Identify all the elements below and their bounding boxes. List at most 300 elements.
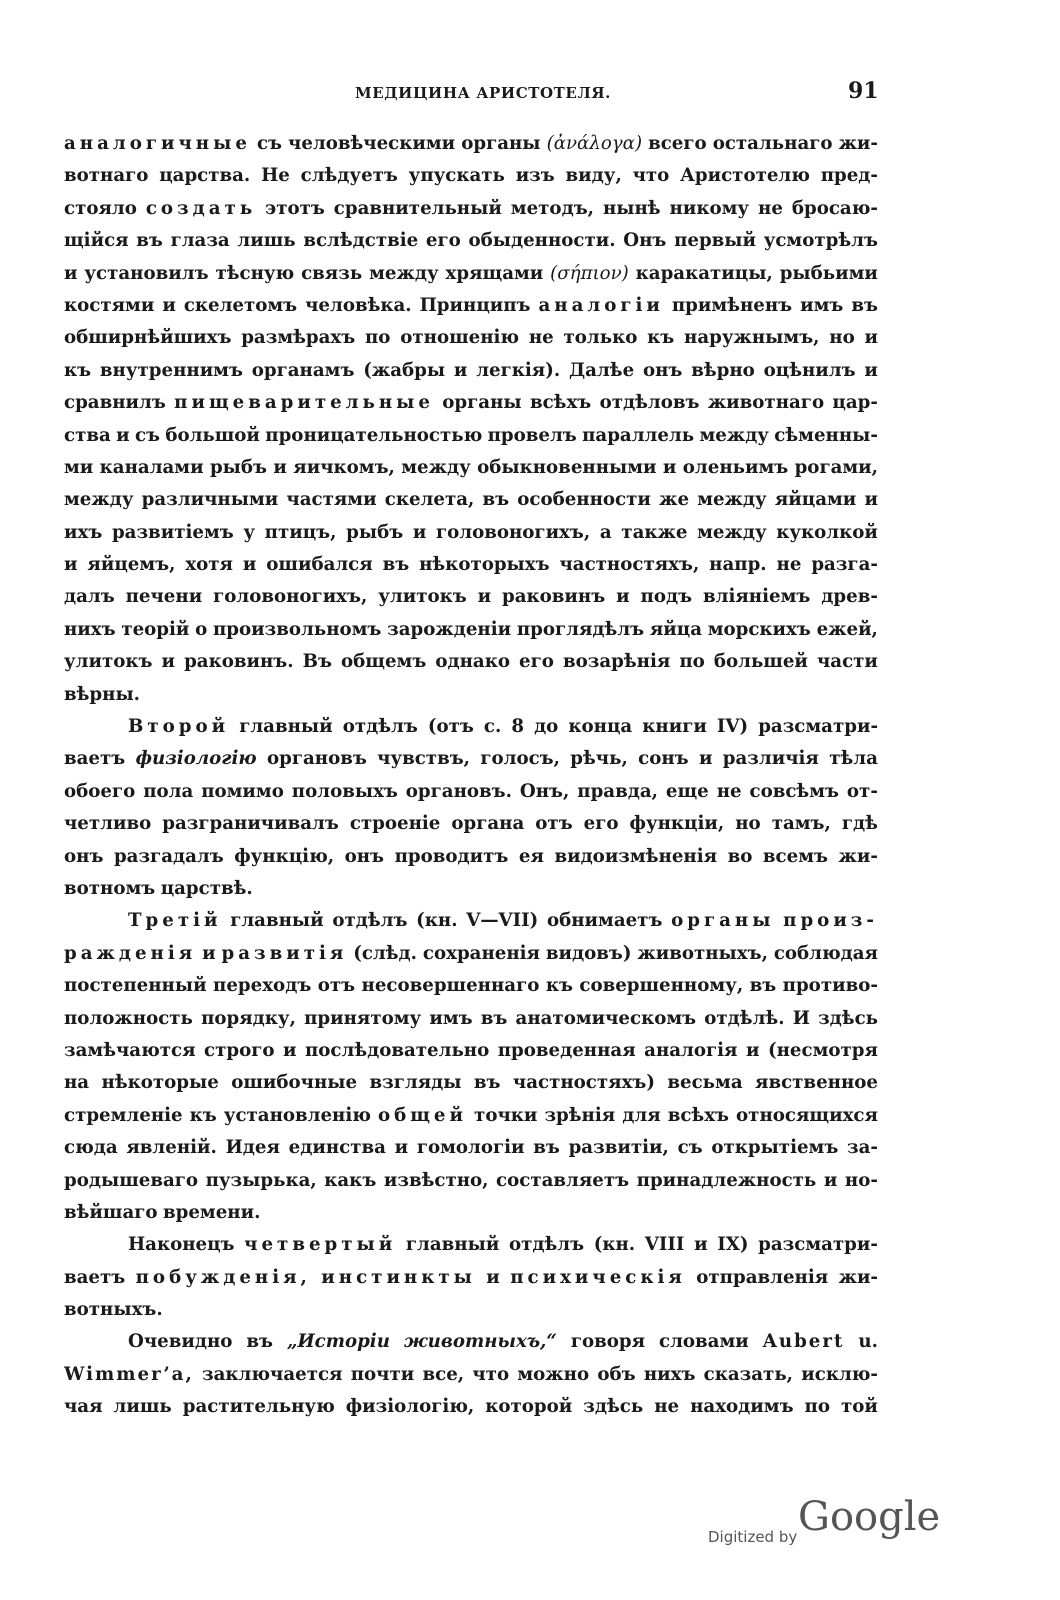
word: пузырька,: [205, 1169, 317, 1191]
word: сказать,: [703, 1363, 794, 1385]
word: этотъ: [265, 197, 325, 219]
text-line: [64, 1003, 878, 1035]
text-line: [64, 1100, 878, 1132]
word: между: [401, 456, 471, 478]
word: но: [735, 813, 761, 835]
word: большей: [713, 651, 808, 673]
word: размѣрахъ: [241, 327, 356, 349]
word: Aubert: [762, 1331, 845, 1353]
word: органа: [451, 813, 525, 835]
text-line: [64, 484, 878, 516]
word: сонъ: [638, 748, 689, 770]
word: противо-: [782, 975, 878, 997]
word: здѣсь: [818, 1007, 878, 1029]
word: сюда: [64, 1137, 118, 1159]
word: раковинъ: [502, 586, 606, 608]
word: Аристотелю: [680, 165, 810, 187]
word: всѣхъ: [529, 392, 592, 414]
word: раковинъ.: [184, 651, 294, 673]
word: отдѣлѣ.: [704, 1007, 785, 1029]
word: человѣка.: [305, 294, 412, 316]
text-line: [64, 225, 878, 257]
word: пред-: [820, 165, 878, 187]
word: относящихся: [736, 1104, 878, 1126]
text-line: [64, 970, 878, 1002]
word: Принципъ: [419, 294, 531, 316]
word: костями: [64, 294, 155, 316]
word: (кн.: [416, 910, 458, 932]
word: вѣрно: [691, 359, 755, 381]
text-line: [64, 743, 878, 775]
word: онъ: [344, 845, 385, 867]
word: частностяхъ,: [559, 554, 700, 576]
word: человѣческими: [288, 133, 456, 154]
word: органовъ.: [405, 780, 512, 802]
word: оцѣнилъ: [763, 359, 856, 381]
word: (слѣд.: [353, 942, 417, 964]
word: функцію,: [234, 845, 335, 867]
word: въ: [749, 975, 777, 997]
word: гомологіи: [416, 1137, 525, 1159]
word: разга-: [811, 554, 878, 576]
word: но-: [844, 1169, 878, 1191]
text-line: [64, 614, 878, 646]
word: усмотрѣлъ: [763, 230, 878, 252]
word: онъ: [642, 359, 683, 381]
word: установленію: [223, 1104, 371, 1126]
word: здѣсь: [583, 1396, 644, 1418]
word: (σήπιον): [550, 262, 629, 284]
word: Идея: [225, 1137, 280, 1159]
word: (несмотря: [768, 1039, 878, 1061]
word: открытіемъ: [711, 1137, 839, 1159]
word: для: [622, 1104, 661, 1126]
word: всѣхъ: [667, 1104, 729, 1126]
text-line: [64, 776, 878, 808]
word: его: [583, 813, 619, 835]
word: сравнилъ: [64, 392, 166, 414]
word: зрѣнія: [544, 1104, 616, 1126]
text-line: [64, 1067, 878, 1099]
word: провелъ: [487, 424, 577, 446]
word: между: [697, 521, 767, 543]
word: проницательностью: [265, 424, 483, 446]
word: Второй: [128, 716, 230, 738]
word: и: [242, 554, 257, 576]
word: возарѣнія: [562, 651, 671, 673]
word: (жабры: [363, 359, 446, 381]
word: вліяніемъ: [703, 586, 811, 608]
word: хрящами: [445, 262, 544, 284]
text-line: [64, 452, 878, 484]
word: бросаю-: [791, 197, 878, 219]
word: между: [699, 424, 769, 446]
word: и: [162, 294, 176, 316]
word: улитокъ: [64, 651, 153, 673]
text-line: [64, 1132, 878, 1164]
word: въ: [482, 489, 510, 511]
text-line: [64, 1262, 878, 1294]
word: органамъ: [251, 359, 355, 381]
word: главный: [230, 910, 324, 932]
word: упускать: [408, 165, 505, 187]
word: лишь: [113, 1396, 172, 1418]
word: и: [394, 1137, 409, 1159]
word: отъ: [535, 813, 573, 835]
word: IV): [716, 716, 749, 738]
word: за-: [847, 1137, 878, 1159]
word: общей: [377, 1104, 467, 1126]
word: несовершеннаго: [361, 975, 540, 997]
word: первый: [674, 230, 757, 252]
text-line: [64, 549, 878, 581]
word: отдѣлъ: [342, 716, 418, 738]
word: имъ: [429, 1007, 473, 1029]
word: напр.: [709, 554, 767, 576]
text-line: [64, 420, 878, 452]
word: анатомическомъ: [515, 1007, 697, 1029]
word: и: [616, 586, 630, 608]
word: функціи,: [629, 813, 725, 835]
word: скелета,: [384, 489, 475, 511]
word: тѣла: [829, 748, 878, 770]
word: во: [727, 845, 753, 867]
word: къ: [189, 1104, 217, 1126]
word: жи-: [838, 1266, 878, 1288]
word: правда,: [577, 780, 658, 802]
word: которой: [485, 1396, 573, 1418]
word: примѣненъ: [671, 294, 793, 316]
word: рыбьими: [779, 262, 878, 284]
word: Третій: [128, 910, 222, 932]
word: по: [804, 1396, 830, 1418]
word: и: [864, 359, 878, 381]
word: теорій: [121, 618, 190, 640]
text-line: [64, 290, 878, 322]
word: какъ: [324, 1169, 377, 1191]
word: положность: [64, 1007, 193, 1029]
word: методъ,: [510, 197, 594, 219]
word: животныхъ,: [637, 942, 768, 964]
word: конца: [568, 716, 633, 738]
word: видовъ): [545, 942, 632, 964]
word: соблюдая: [773, 942, 878, 964]
word: Очевидно: [128, 1331, 233, 1353]
word: между: [697, 489, 767, 511]
word: не: [528, 327, 554, 349]
word: лишь: [237, 230, 296, 252]
word: органовъ: [266, 748, 367, 770]
word: жи-: [838, 845, 878, 867]
word: отдѣловъ: [599, 392, 700, 414]
text-line: [64, 581, 878, 613]
word: также: [621, 521, 688, 543]
word: Не: [261, 165, 290, 187]
text-line: [64, 322, 878, 354]
text-line: [64, 938, 878, 970]
text-line: [64, 905, 878, 937]
word: отдѣлъ: [332, 910, 408, 932]
word: Онъ: [623, 230, 667, 252]
text-line: [64, 873, 878, 905]
word: произвольномъ: [213, 618, 382, 640]
word: голосъ,: [480, 748, 560, 770]
word: обнимаетъ: [546, 910, 663, 932]
word: проведенная: [497, 1039, 636, 1061]
word: въ: [136, 230, 163, 252]
word: части: [816, 651, 878, 673]
word: до: [534, 716, 559, 738]
word: однако: [435, 651, 510, 673]
text-line: [64, 128, 878, 160]
word: находимъ: [690, 1396, 794, 1418]
word: с.: [483, 716, 502, 738]
text-line: [64, 711, 878, 743]
word: V—VII): [466, 910, 539, 932]
word: явственное: [755, 1072, 878, 1094]
word: словами: [659, 1331, 749, 1353]
word: все,: [422, 1363, 465, 1385]
word: у: [243, 521, 256, 543]
word: остальнаго: [712, 133, 833, 154]
word: никому: [669, 197, 750, 219]
word: отправленія: [696, 1266, 829, 1288]
word: не: [776, 554, 802, 576]
word: далъ: [64, 586, 115, 608]
text-line: [64, 808, 878, 840]
word: еще: [665, 780, 709, 802]
word: къ: [64, 359, 92, 381]
word: и: [698, 748, 713, 770]
word: говоря: [570, 1331, 646, 1353]
word: связь: [301, 262, 363, 284]
running-title: МЕДИЦИНА АРИСТОТЕЛЯ.: [355, 84, 611, 102]
word: съ: [677, 1137, 703, 1159]
word: на: [64, 1072, 90, 1094]
word: сохраненія: [422, 942, 540, 964]
word: извѣстно,: [383, 1169, 489, 1191]
word: птицъ,: [264, 521, 337, 543]
word: животныхъ,“: [403, 1331, 557, 1353]
word: виду,: [565, 165, 622, 187]
word: можно: [517, 1363, 590, 1385]
word: яйцами: [774, 489, 857, 511]
word: создать: [145, 197, 257, 219]
word: совершенному,: [579, 975, 744, 997]
word: всего: [648, 133, 707, 154]
word: аналогичные: [64, 133, 251, 154]
word: сравнительный: [333, 197, 502, 219]
word: ражденія: [64, 942, 197, 964]
word: морскихъ: [707, 618, 811, 640]
word: не: [758, 197, 783, 219]
word: къ: [647, 327, 675, 349]
word: принадлежность: [636, 1169, 817, 1191]
word: стремленіе: [64, 1104, 183, 1126]
word: главный: [239, 716, 333, 738]
word: 8: [511, 716, 524, 738]
word: съ: [134, 424, 160, 446]
word: растительную: [182, 1396, 335, 1418]
word: органы: [671, 910, 775, 932]
text-line: [64, 1197, 878, 1229]
word: въ: [382, 554, 410, 576]
word: и: [202, 942, 216, 964]
word: въ: [533, 1137, 560, 1159]
text-line: [64, 646, 878, 678]
word: улитокъ: [378, 586, 467, 608]
word: ваетъ: [64, 748, 126, 770]
word: вѣйшаго: [64, 1201, 158, 1223]
word: порядку,: [201, 1007, 296, 1029]
word: внутреннимъ: [99, 359, 243, 381]
word: вотномъ: [64, 877, 156, 899]
word: всемъ: [762, 845, 828, 867]
word: глаза: [170, 230, 230, 252]
word: побужденія,: [135, 1266, 311, 1288]
word: времени.: [162, 1201, 261, 1223]
word: особенности: [517, 489, 651, 511]
word: вотныхъ.: [64, 1299, 163, 1321]
word: развитіемъ: [111, 521, 234, 543]
word: царствѣ.: [160, 877, 253, 899]
word: наружнымъ,: [684, 327, 820, 349]
word: единства: [288, 1137, 386, 1159]
word: ства: [64, 424, 111, 446]
word: его: [425, 230, 461, 252]
word: разсматри-: [758, 716, 878, 738]
text-line: [64, 1229, 878, 1261]
word: о: [195, 618, 208, 640]
word: различія: [722, 748, 819, 770]
word: четвертый: [244, 1234, 397, 1256]
word: принятому: [304, 1007, 422, 1029]
word: Въ: [302, 651, 332, 673]
word: древ-: [821, 586, 878, 608]
word: ваетъ: [64, 1266, 126, 1288]
word: строго: [204, 1039, 275, 1061]
text-line: [64, 355, 878, 387]
text-line: [64, 679, 878, 711]
word: вѣрны.: [64, 683, 141, 705]
word: не: [654, 1396, 680, 1418]
word: имъ: [800, 294, 844, 316]
word: вслѣдствіе: [303, 230, 419, 252]
word: развитія: [221, 942, 348, 964]
word: въ: [473, 1072, 501, 1094]
word: от-: [846, 780, 878, 802]
word: цар-: [832, 392, 878, 414]
word: частностяхъ): [512, 1072, 655, 1094]
word: Далѣе: [569, 359, 635, 381]
word: его: [519, 651, 554, 673]
word: нихъ: [64, 618, 116, 640]
word: физіологію,: [345, 1396, 475, 1418]
word: И: [792, 1007, 810, 1029]
word: сѣменны-: [774, 424, 878, 446]
word: ихъ: [64, 521, 103, 543]
text-line: [64, 1359, 878, 1391]
word: каракатицы,: [635, 262, 773, 284]
word: отношенію: [400, 327, 520, 349]
word: головоногихъ,: [435, 521, 591, 543]
word: аналогіи: [538, 294, 664, 316]
word: и: [412, 521, 427, 543]
word: чая: [64, 1396, 103, 1418]
word: замѣчаются: [64, 1039, 196, 1061]
word: каналами: [99, 456, 204, 478]
word: родышеваго: [64, 1169, 199, 1191]
word: развитіи,: [568, 1137, 669, 1159]
text-line: [64, 387, 878, 419]
word: между: [64, 489, 134, 511]
word: психическія: [510, 1266, 686, 1288]
word: легкія).: [476, 359, 561, 381]
word: рыбъ: [209, 456, 268, 478]
word: зарожденіи: [387, 618, 512, 640]
word: явленій.: [126, 1137, 217, 1159]
word: совсѣмъ: [749, 780, 839, 802]
word: и: [477, 586, 492, 608]
word: скелетомъ: [183, 294, 298, 316]
word: къ: [545, 975, 573, 997]
word: куколкой: [776, 521, 878, 543]
word: въ: [480, 1007, 508, 1029]
word: животнаго: [707, 392, 825, 414]
word: что: [632, 165, 670, 187]
word: слѣдуетъ: [300, 165, 398, 187]
word: переходъ: [213, 975, 312, 997]
word: нынѣ: [602, 197, 661, 219]
word: проглядѣлъ: [516, 618, 645, 640]
page-header: [0, 78, 1060, 110]
word: Онъ,: [519, 780, 570, 802]
word: (кн.: [593, 1234, 636, 1256]
word: половыхъ: [291, 780, 398, 802]
google-logo: Google: [798, 1494, 941, 1540]
word: разсматри-: [758, 1234, 878, 1256]
word: произ-: [783, 910, 878, 932]
word: послѣдовательно: [304, 1039, 490, 1061]
word: тѣсную: [215, 262, 295, 284]
word: главный: [405, 1234, 500, 1256]
word: онъ: [64, 845, 104, 867]
word: той: [840, 1396, 878, 1418]
word: между: [369, 262, 439, 284]
text-line: [64, 517, 878, 549]
word: а: [599, 521, 612, 543]
word: органы: [442, 392, 522, 414]
word: изъ: [515, 165, 555, 187]
word: въ: [246, 1331, 273, 1353]
word: и: [64, 262, 78, 284]
word: составляетъ: [496, 1169, 630, 1191]
word: и: [273, 456, 287, 478]
word: ошибался: [266, 554, 373, 576]
word: и: [746, 1039, 760, 1061]
word: въ: [851, 294, 878, 316]
word: взгляды: [369, 1072, 462, 1094]
word: постепенный: [64, 975, 207, 997]
text-line: [64, 1035, 878, 1067]
word: яичкомъ,: [293, 456, 395, 478]
word: съ: [256, 133, 282, 154]
word: пола: [143, 780, 194, 802]
digitized-label: Digitized by: [708, 1528, 798, 1546]
word: и: [116, 424, 130, 446]
word: и: [694, 1234, 708, 1256]
word: параллель: [582, 424, 695, 446]
